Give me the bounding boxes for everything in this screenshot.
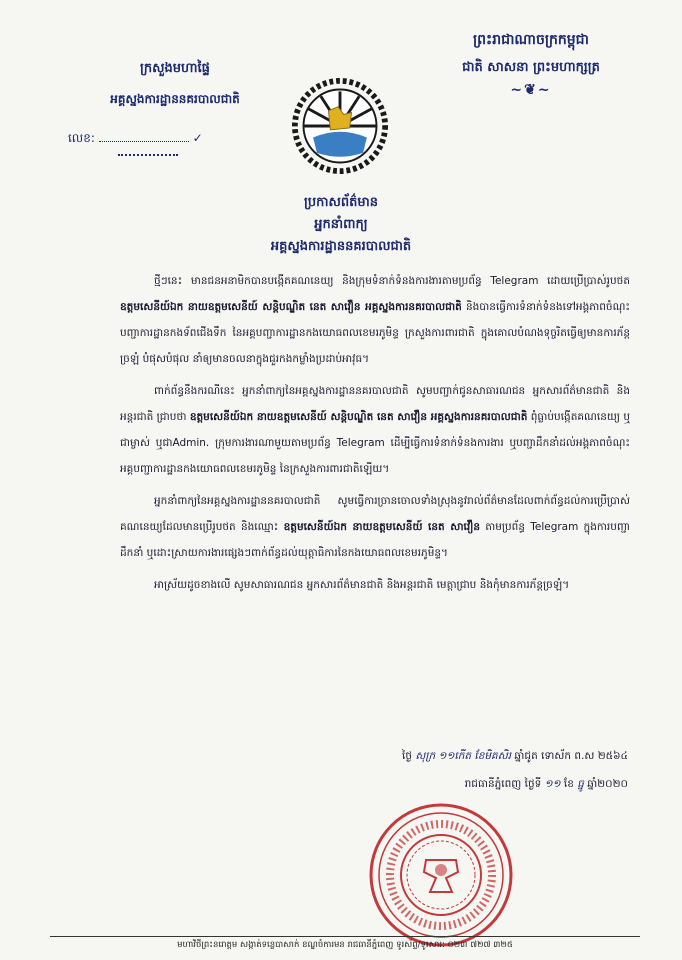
solar-date — [268, 770, 628, 798]
solar-day: ១១ — [544, 778, 561, 790]
department-name: អគ្គស្នងការដ្ឋាននគរបាលជាតិ — [110, 92, 240, 106]
ministry-header — [60, 60, 290, 109]
p1-bold-name: ឧត្តមសេនីយ៍ឯក នាយឧត្តមសេនីយ៍ សន្តិបណ្ឌិត នេត សាវឿន អគ្គស្នងការនគរបាលជាតិ — [120, 301, 462, 313]
paragraph-4: អាស្រ័យដូចខាងលើ សូមសាធារណជន អ្នកសារព័ត៌មានជាតិ និងអន្តរជាតិ មេត្តាជ្រាប និងកុំមានការភ័ន្តច្រឡំ។ — [154, 579, 570, 591]
reference-dots — [99, 131, 189, 142]
title-line-3: អគ្គស្នងការដ្ឋាននគរបាលជាតិ — [270, 239, 412, 254]
p3-bold-name: ឧត្តមសេនីយ៍ឯក នាយឧត្តមសេនីយ៍ នេត សាវឿន — [283, 521, 480, 533]
lunar-prefix: ថ្ងៃ — [402, 750, 413, 762]
lunar-suffix: ឆ្នាំជូត ទោស័ក ព.ស ២៥៦៤ — [514, 750, 628, 762]
p3-text-c: តាមប្រព័ន្ធ Telegram ក្នុងការបញ្ជាដឹកនាំ ឬដោះស្រាយការងារផ្សេងៗពាក់ព័ន្ធដល់យុត្តាធិការនៃកងយោធពលខេមរភូមិន្ទ។ — [120, 521, 631, 559]
announcement-title — [200, 192, 482, 258]
solar-month-label: ខែ — [563, 778, 574, 790]
date-block — [268, 742, 628, 798]
p1-text-c: និងបានធ្វើការទំនាក់ទំនងទៅអង្គភាពចំណុះបញ្ជាការដ្ឋានកងទ័ពជើងទឹក នៃអគ្គបញ្ជាការដ្ឋានកងយោធពលខេមរភូមិន្ទ ក្រសួងការពារជាតិ ក្នុងគោលបំណងទុច្ចរិតធ្វើឲ្យមានការភ័ន្តច្រឡំ បំផុសបំផុល នាំឲ្យមានចលនាក្នុងជួរកងកម្លាំងប្រដាប់អាវុធ។ — [120, 301, 631, 365]
official-seal-icon — [366, 800, 516, 950]
lunar-date — [268, 742, 628, 770]
solar-prefix: រាជធានីភ្នំពេញ ថ្ងៃទី — [464, 778, 542, 790]
reference-underline — [118, 154, 178, 156]
reference-mark: ✓ — [192, 131, 203, 145]
solar-year: ឆ្នាំ២០២០ — [587, 778, 628, 790]
p3-text-a: អ្នកនាំពាក្យនៃអគ្គស្នងការដ្ឋាននគរបាលជាតិ សូមធ្វើការច្រានចោលទាំងស្រុងនូវរាល់ព័ត៌មានដែលពាក់ព័ន្ធដល់ការប្រើប្រាស់គណនេយ្យដែលមានប្រើរូបថត និងឈ្មោះ — [120, 495, 630, 533]
paragraph-2 — [120, 378, 630, 482]
reference-number — [68, 130, 268, 148]
lunar-handwritten: សុក្រ ១១កើត ខែមិគសិរ — [415, 750, 512, 762]
reference-label: លេខ: — [68, 131, 95, 145]
title-line-1: ប្រកាសព័ត៌មាន — [303, 195, 378, 210]
paragraph-1 — [120, 268, 630, 372]
ornament-icon: ~❦~ — [510, 82, 552, 98]
police-logo-icon — [292, 78, 388, 174]
p2-text-c: ពុំធ្លាប់បង្កើតគណនេយ្យ ឬជាម្ចាស់ ឬជាAdmin. ក្រុមការងារណាមួយតាមប្រព័ន្ធ Telegram ដើម្បីធ្វើការទំនាក់ទំនងការងារ ឬបញ្ជាដឹកនាំដល់អង្គភាពចំណុះអគ្គបញ្ជាការដ្ឋានកងយោធពលខេមរភូមិន្ទ នៃក្រសួងការពារជាតិឡើយ។ — [120, 411, 631, 475]
p1-text-a: ថ្មីៗនេះ មានជនអនាមិកបានបង្កើតគណនេយ្យ និងក្រុមទំនាក់ទំនងការងារតាមប្រព័ន្ធ Telegram ដោយប្រើប្រាស់រូបថត — [154, 275, 630, 287]
footer-divider — [50, 936, 640, 937]
paragraph-3 — [120, 488, 630, 566]
solar-month: ធ្នូ — [577, 778, 584, 790]
ministry-name: ក្រសួងមហាផ្ទៃ — [140, 61, 210, 76]
footer-address: មហាវិថីព្រះនរោត្តម សង្កាត់ទន្លេបាសាក់ ខណ្ឌចំការមន រាជធានីភ្នំពេញ ទូរស័ព្ទ/ទូរសារ: ០២៣ ៧២៧ ៣២៥ — [177, 940, 513, 950]
p2-text-a: ពាក់ព័ន្ធនឹងករណីនេះ អ្នកនាំពាក្យនៃអគ្គស្នងការដ្ឋាននគរបាលជាតិ សូមបញ្ជាក់ជូនសាធារណជន អ្នកសារព័ត៌មានជាតិ និងអន្តរជាតិ ជ្រាបថា — [120, 385, 630, 423]
p2-bold-name: ឧត្តមសេនីយ៍ឯក នាយឧត្តមសេនីយ៍ សន្តិបណ្ឌិត នេត សាវឿន អគ្គស្នងការនគរបាលជាតិ — [189, 411, 528, 423]
kingdom-header — [426, 30, 636, 98]
title-line-2: អ្នកនាំពាក្យ — [314, 217, 368, 232]
national-motto: ជាតិ សាសនា ព្រះមហាក្សត្រ — [462, 60, 600, 75]
announcement-body — [120, 268, 630, 604]
kingdom-name: ព្រះរាជាណាចក្រកម្ពុជា — [472, 32, 589, 48]
